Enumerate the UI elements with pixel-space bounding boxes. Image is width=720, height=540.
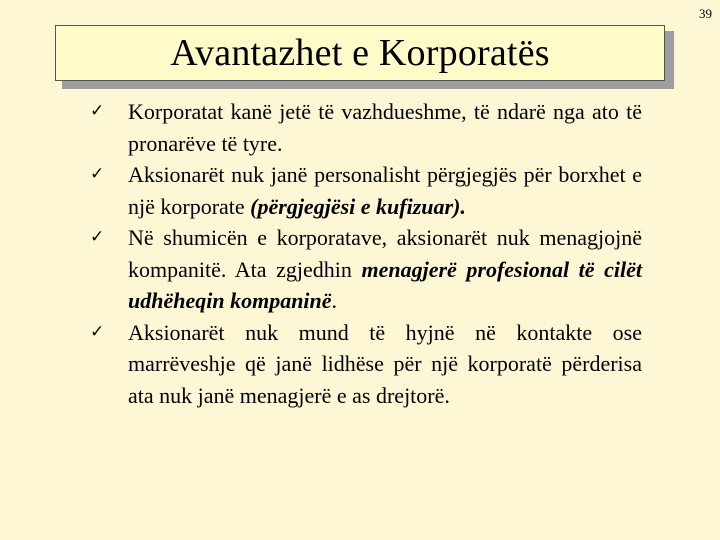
bullet-text: Korporatat kanë jetë të vazhdueshme, të ndarë nga ato të pronarëve të tyre. [128,99,642,156]
title-box [55,25,665,81]
check-icon: ✓ [90,164,105,184]
slide-title: Avantazhet e Korporatës [170,32,550,74]
bullet-emphasis: menagjerë profesional të cilët udhëheqin kompaninë [128,256,642,313]
bullet-emphasis: (përgjegjësi e kufizuar). [250,193,466,219]
bullet-item [90,317,642,412]
bullet-text: Në shumicën e korporatave, aksionarët nuk menagjojnë kompanitë. Ata zgjedhin [128,225,642,282]
bullet-list [90,96,642,411]
bullet-item [90,159,642,222]
bullet-text: Aksionarët nuk mund të hyjnë në kontakte ose marrëveshje që janë lidhëse për një korporatë përderisa ata nuk janë menagjerë e as drejtorë. [128,319,642,408]
bullet-text-end: . [331,288,338,313]
bullet-item [90,222,642,317]
bullet-item [90,96,642,159]
check-icon: ✓ [90,101,105,121]
page-number: 39 [699,6,712,21]
check-icon: ✓ [90,227,105,247]
bullet-text: Aksionarët nuk janë personalisht përgjegjës për borxhet e një korporate [128,162,642,219]
check-icon: ✓ [90,321,105,342]
